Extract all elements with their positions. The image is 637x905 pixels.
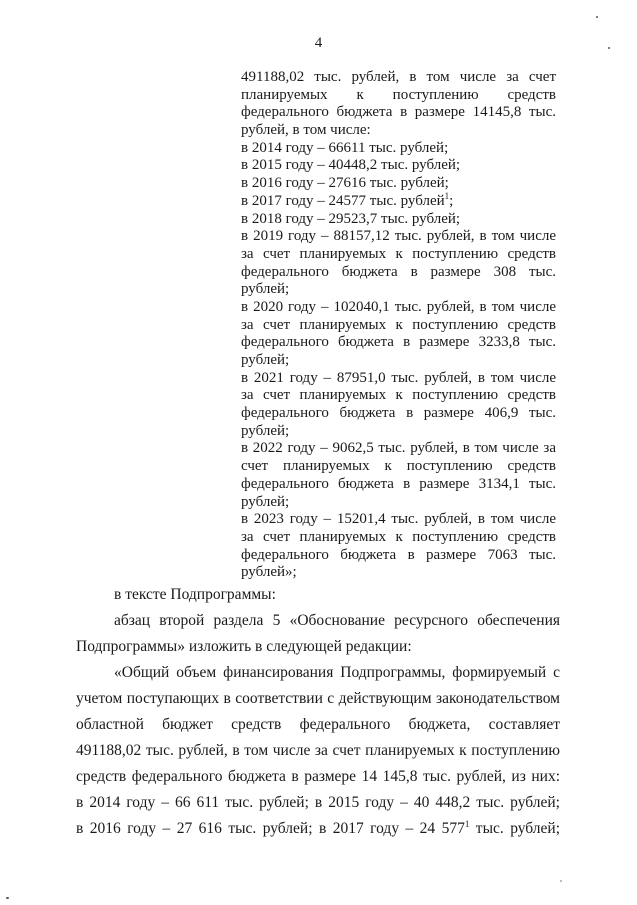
line-text: «Общий объем финансирования Подпрограммы, формируемый с [114, 664, 560, 681]
line-text: счет планируемых к поступлению средств [241, 458, 556, 475]
line-text: рублей»; [241, 564, 297, 581]
funding-line [241, 494, 556, 512]
line-text: рублей; [241, 352, 290, 368]
funding-line [241, 140, 556, 158]
body-text-line [76, 816, 560, 842]
funding-line [241, 246, 556, 264]
line-text: областной бюджет средств федерального бюджета, составляет [76, 716, 560, 733]
funding-line [241, 405, 556, 423]
funding-line [241, 157, 556, 175]
funding-line [241, 104, 556, 122]
line-text: федерального бюджета в размере 308 тыс. [241, 263, 556, 280]
footnote-marker: 1 [444, 190, 450, 201]
funding-line [241, 370, 556, 388]
body-text-line [76, 790, 560, 816]
line-text: федерального бюджета в размере 3134,1 тыс. [241, 475, 556, 492]
line-text: в 2016 году – 27 616 тыс. рублей; в 2017 году – 24 577 [76, 820, 465, 837]
line-text: в 2021 году – 87951,0 тыс. рублей, в том числе [241, 369, 556, 386]
line-text: в 2014 году – 66 611 тыс. рублей; в 2015 году – 40 448,2 тыс. рублей; [76, 794, 560, 811]
line-text: учетом поступающих в соответствии с действующим законодательством [76, 690, 560, 707]
scan-speck [608, 47, 610, 49]
line-text: в 2015 году – 40448,2 тыс. рублей; [241, 157, 461, 174]
line-text: в 2022 году – 9062,5 тыс. рублей, в том числе за [241, 440, 556, 457]
scan-speck [6, 897, 9, 899]
line-text: в 2014 году – 66611 тыс. рублей; [241, 139, 449, 156]
line-text: федерального бюджета в размере 14145,8 тыс. [241, 104, 556, 121]
line-text: 491188,02 тыс. рублей, в том числе за счет [241, 69, 556, 85]
body-text-line [76, 686, 560, 712]
line-text: в 2017 году – 24577 тыс. рублей [241, 192, 445, 209]
body-text-line [76, 634, 560, 660]
line-text: федерального бюджета в размере 3233,8 тыс. [241, 334, 556, 351]
funding-line [241, 547, 556, 565]
line-text: 491188,02 тыс. рублей, в том числе за счет планируемых к поступлению [76, 742, 560, 759]
line-tail: ; [449, 192, 454, 209]
body-text-line [76, 608, 560, 634]
line-text: в тексте Подпрограммы: [114, 586, 276, 603]
funding-line [241, 564, 556, 582]
funding-line [241, 175, 556, 193]
footnote-marker: 1 [464, 819, 470, 829]
line-text: федерального бюджета в размере 406,9 тыс. [241, 405, 556, 422]
funding-line [241, 190, 556, 211]
line-tail: тыс. рублей; [469, 820, 560, 837]
funding-line [241, 352, 556, 370]
line-text: в 2019 году – 88157,12 тыс. рублей, в том числе [241, 228, 556, 245]
line-text: средств федерального бюджета в размере 14 145,8 тыс. рублей, из них: [76, 768, 560, 785]
funding-line [241, 317, 556, 335]
line-text: абзац второй раздела 5 «Обоснование ресурсного обеспечения [114, 612, 560, 629]
line-text: рублей; [241, 422, 290, 439]
line-text: Подпрограммы» изложить в следующей редакции: [76, 638, 412, 655]
line-text: рублей, в том числе: [241, 122, 371, 139]
line-text: федерального бюджета в размере 7063 тыс. [241, 546, 556, 563]
funding-line [241, 440, 556, 458]
body-text-line [76, 712, 560, 738]
funding-line [241, 423, 556, 441]
line-text: планируемых к поступлению средств [241, 86, 556, 103]
funding-line [241, 228, 556, 246]
funding-line [241, 122, 556, 140]
funding-line [241, 387, 556, 405]
amendment-text-block [76, 582, 560, 842]
funding-line [241, 211, 556, 229]
funding-line [241, 529, 556, 547]
body-text-line [76, 738, 560, 764]
page-number: 4 [314, 35, 323, 51]
funding-line [241, 69, 556, 87]
body-text-line [76, 660, 560, 686]
line-text: рублей; [241, 493, 290, 510]
line-text: в 2018 году – 29523,7 тыс. рублей; [241, 210, 461, 227]
line-text: в 2016 году – 27616 тыс. рублей; [241, 175, 449, 192]
line-text: за счет планируемых к поступлению средств [241, 245, 556, 262]
funding-by-year-block [241, 69, 556, 582]
scan-speck [596, 16, 598, 18]
line-text: в 2023 году – 15201,4 тыс. рублей, в том числе [241, 511, 556, 528]
funding-line [241, 87, 556, 105]
line-text: рублей; [241, 281, 290, 298]
line-text: за счет планируемых к поступлению средств [241, 316, 556, 333]
funding-line [241, 281, 556, 299]
line-text: за счет планируемых к поступлению средств [241, 387, 556, 404]
scan-speck [560, 880, 562, 882]
funding-line [241, 264, 556, 282]
funding-line [241, 476, 556, 494]
funding-line [241, 458, 556, 476]
line-text: в 2020 году – 102040,1 тыс. рублей, в том числе [241, 298, 556, 315]
funding-line [241, 299, 556, 317]
line-text: за счет планируемых к поступлению средств [241, 528, 556, 545]
funding-line [241, 511, 556, 529]
body-text-line [76, 582, 560, 608]
funding-line [241, 334, 556, 352]
body-text-line [76, 764, 560, 790]
